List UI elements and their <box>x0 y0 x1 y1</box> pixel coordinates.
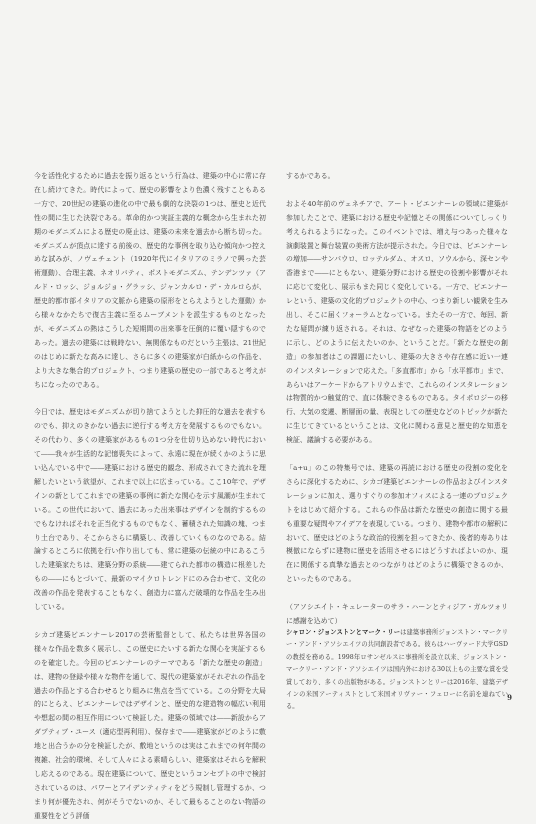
body-paragraph-continuation: するかである。 <box>286 172 335 180</box>
body-paragraph-2: 今日では、歴史はモダニズムが切り捨てようとした抑圧的な過去を表すものでも、抑えのきかない過去に逆行する考え方を発展するものでもない。その代わり、多くの建築家があるもの1つ分を仕切り込めない時代において――我々が生活的な記憶喪失によって、永遠に現在が続くかのように思い込んでいる中で――建築における歴史的観念、形成されてきた流れを理解したいという欲望が、これまで以上に広まっている。ここ10年で、デザインの新としてこれまでの建築の事例に新たな関心を示す風潮が生まれている。この世代において、過去にあった出来事はデザインを制約するものでもなければそれを正当化するものでもなく、蓄積された知識の塊、つまり土台であり、そこからさらに構築し、改善していくものなのである。結論するところに依拠を行い作り出しても、常に建築の伝統の中にあるこうした建築家たちは、建築分野の系統――建てられた都市の構造に根差したもの――にもとづいて、最新のマイクロトレンドにのみ合わせて、文化の改善の作品を発表することもなく、創造力に富んだ破壊的な作品を生み出している。 <box>34 408 266 612</box>
left-text-column <box>34 170 266 824</box>
body-paragraph-5: 「a+u」のこの特集号では、建築の再読における歴史の役割の変化をさらに深化するために、シカゴ建築ビエンナーレの作品およびインスタレーションに加え、選りすぐりの参加オフィスによる一連のプロジェクトをはじめて紹介する。これらの作品は新たな歴史の創造に関する最も重要な疑問やアイデアを表現している。つまり、建物や都市の解釈において、歴史はどのような政治的役割を担ってきたか、後者的寿ありは模倣にならずに建物に歴史を活用させるにはどうすればよいのか、現在に関係する真摯な過去とのつながりはどのように構築できるのか、といったものである。 <box>286 464 508 584</box>
author-credits <box>286 627 508 714</box>
right-text-column <box>286 170 508 629</box>
body-paragraph-1: 今を活性化するために過去を振り返るという行為は、建築の中心に常に存在し続けてきた。時代によって、歴史の影響をより色濃く残すこともある一方で、20世紀の建築の進化の中で最も劇的な決裂の1つは、歴史と近代性の間に生じた決裂である。革命的かつ実証主義的な概念から生まれた初期のモダニズムによる歴史の廃止は、建築の未来を過去から断ち切った。モダニズムが頂点に達する前後の、歴史的な事例を取り込む傾向かつ控えめな試みが、ノヴェチェント（1920年代にイタリアのミラノで興った芸術運動）、合理主義、ネオリバティ、ポストモダニズム、テンデンツァ（アルド・ロッシ、ジョルジョ・グラッシ、ジャンカルロ・デ・カルロらが、歴史的都市部イタリアの文脈から建築の原形をとらえようとした運動）から様々なかたちで復古主義に至るムーブメントを派生するものとなったが、モダニズムの熱はこうした短期間の出来事を圧倒的に覆い隠すものであった。過去の建築には戦時ない、無関係なものだという主張は、21世紀のはじめに新たな高みに達し、さらに多くの建築家が白紙からの作品を、より大きな集合的プロジェクト、つまり建築の歴史の一部であると考えがちになったのである。 <box>34 172 266 389</box>
acknowledgement-note: （アソシエイト・キュレーターのサラ・ハーンとティジア・ガルツォリに感謝を込めて） <box>286 603 508 625</box>
page-number: 9 <box>507 693 512 702</box>
author-bio: は建築事務所ジョンストン・マークリー・アンド・アソシエイツの共同創設者である。彼らはハーヴァード大学GSDの教授を務める。1998年ロサンゼルスに事務所を設立以来、ジョンストン・マークリー・アンド・アソシエイツは国内外における30以上もの主要な賞を受賞しており、多くの出版物がある。ジョンストンとリーは2016年、建築デザインの米国アーティストとして米国オリヴァー・フェローに名前を連ねている。 <box>286 629 508 711</box>
author-names: シャロン・ジョンストンとマーク・リー <box>286 629 401 636</box>
body-paragraph-4: およそ40年前のヴェネチアで、アート・ビエンナーレの領域に建築が参加したことで、建築における歴史や記憶とその関係についてしっくり考えられるようになった。このイベントでは、増え与つあった様々な演劇装置と舞台装置の美術方法が提示された。今日では、ビエンナーレの増加――サンパウロ、ロッテルダム、オスロ、ソウルから、深センや香港まで――にともない、建築分野における歴史の役割や影響がそれに応じて変化し、展示もまた同じく変化している。一方で、ビエンナーレという、建築の文化的プロジェクトの中心、つまり新しい観衆を生み出し、そこに届くフォーラムとなっている。またその一方で、毎回、新たな疑問が練り返される。それは、なぜなった建築の物語をどのように示し、どのように伝えたいのか、ということだ。「新たな歴史の創造」の参加者はこの課題にたいし、建築の大きさや存在感に近い一連のインスタレーションで応えた。「多直都市」から「水平都市」まで、あらいはアーケードからアトリウムまで、これらのインスタレーションは物質的かつ触覚的で、直に体験できるものである。タイポロジーの移行、大気の変遷、断層面の量、表現としての歴史などのトピックが新たに生じてきているということは、文化に関わる意見と歴史的な知恵を検証、議論する必要がある。 <box>286 199 508 445</box>
body-paragraph-3: シカゴ建築ビエンナーレ2017の芸術監督として、私たちは世界各国の様々な作品を数多く展示し、この歴史にたいする新たな関心を実証するものを確定した。今回のビエンナーレのテーマである「新たな歴史の創造」は、建物の登録や様々な物件を通して、現代の建築家がそれぞれの作品を過去の作品とする合わせるとり組みに焦点を当てている。この分野を大局的にとらえ、ビエンナーレではデザインと、歴史的な建造物の幅広い利用や想起の間の相互作用について検証した。建築の領域では――新設からアダプティブ・ユース（適応型再利用）、保存まで――建築家がどのように敷地と出合うかの分を検証したが、敷地というのは実はこれまでの何年間の複雑、社会的環境、そして人々による素晴らしい、建築家はそれらを解釈し応えるのである。現在建築について、歴史というコンセプトの中で検討されているのは、パワーとアイデンティティをどう規制し管理するか、つまり何が優先され、何がそうでないのか、そして最もることのない物語の重要性をどう評価 <box>34 630 266 820</box>
